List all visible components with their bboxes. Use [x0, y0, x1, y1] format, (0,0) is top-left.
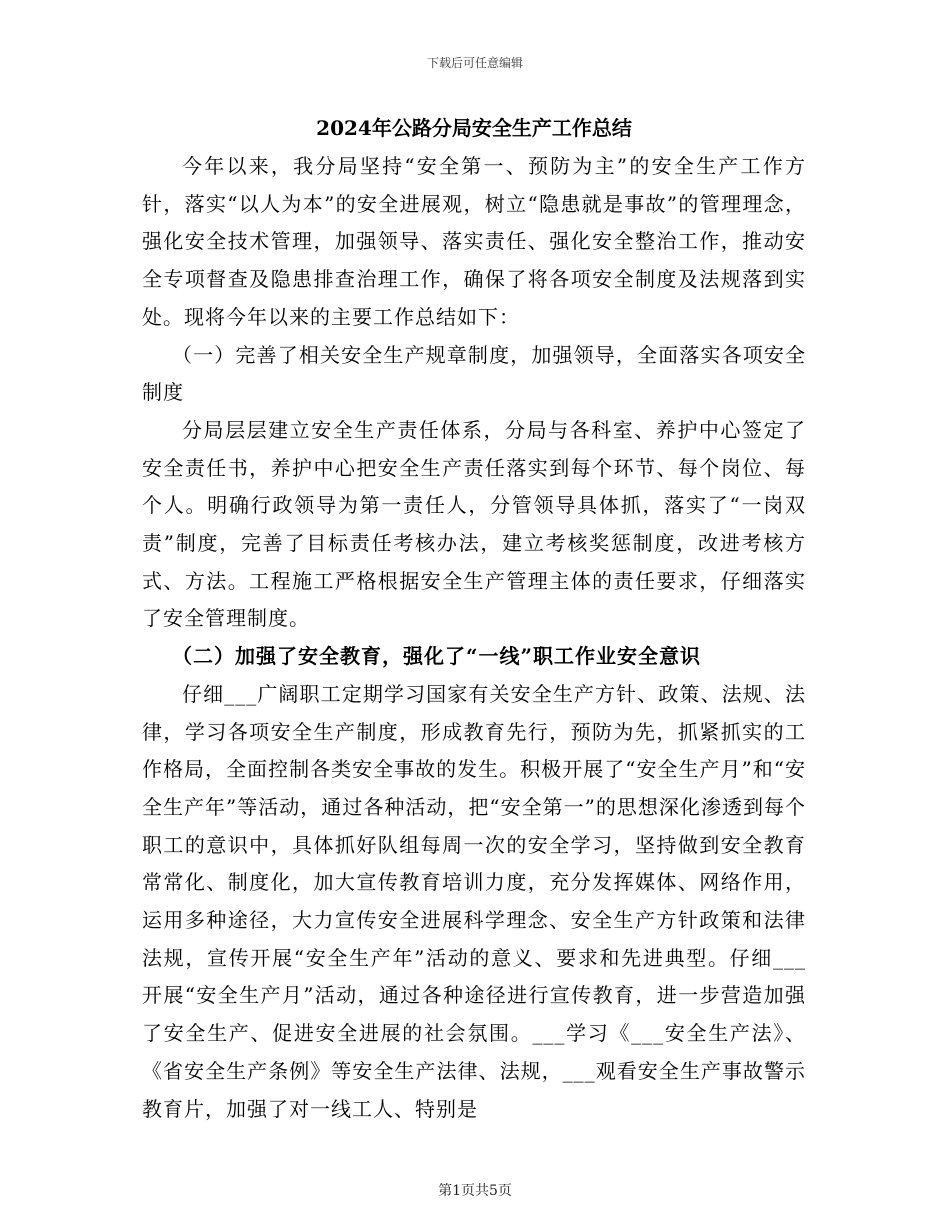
- section-two-heading: （二）加强了安全教育，强化了“一线”职工作业安全意识: [172, 644, 702, 669]
- page-number: 第1页共5页: [438, 1183, 512, 1199]
- document-title: 2024年公路分局安全生产工作总结: [316, 116, 632, 140]
- document-body: [142, 108, 806, 1128]
- intro-paragraph: 今年以来，我分局坚持“安全第一、预防为主”的安全生产工作方针，落实“以人为本”的安全进展观，树立“隐患就是事故”的管理理念，强化安全技术管理，加强领导、落实责任、强化安全整治工作，推动安全专项督查及隐患排查治理工作，确保了将各项安全制度及法规落到实处。现将今年以来的主要工作总结如下：: [142, 154, 806, 329]
- section-one-heading: （一）完善了相关安全生产规章制度，加强领导，全面落实各项安全制度: [142, 342, 806, 405]
- section-two-paragraph: 仔细___广阔职工定期学习国家有关安全生产方针、政策、法规、法律，学习各项安全生产制度，形成教育先行，预防为先，抓紧抓实的工作格局，全面控制各类安全事故的发生。积极开展了“安全生产月”和“安全生产年”等活动，通过各种活动，把“安全第一”的思想深化渗透到每个职工的意识中，具体抓好队组每周一次的安全学习，坚持做到安全教育常常化、制度化，加大宣传教育培训力度，充分发挥媒体、网络作用，运用多种途径，大力宣传安全进展科学理念、安全生产方针政策和法律法规，宣传开展“安全生产年”活动的意义、要求和先进典型。仔细___开展“安全生产月”活动，通过各种途径进行宣传教育，进一步营造加强了安全生产、促进安全进展的社会氛围。___学习《___安全生产法》、《省安全生产条例》等安全生产法律、法规，___观看安全生产事故警示教育片，加强了对一线工人、特别是: [142, 681, 806, 1121]
- page-header-note: 下载后可任意编辑: [426, 56, 523, 70]
- section-one-paragraph: 分局层层建立安全生产责任体系，分局与各科室、养护中心签定了安全责任书，养护中心把安全生产责任落实到每个环节、每个岗位、每个人。明确行政领导为第一责任人，分管领导具体抓，落实了“一岗双责”制度，完善了目标责任考核办法，建立考核奖惩制度，改进考核方式、方法。工程施工严格根据安全生产管理主体的责任要求，仔细落实了安全管理制度。: [142, 417, 806, 631]
